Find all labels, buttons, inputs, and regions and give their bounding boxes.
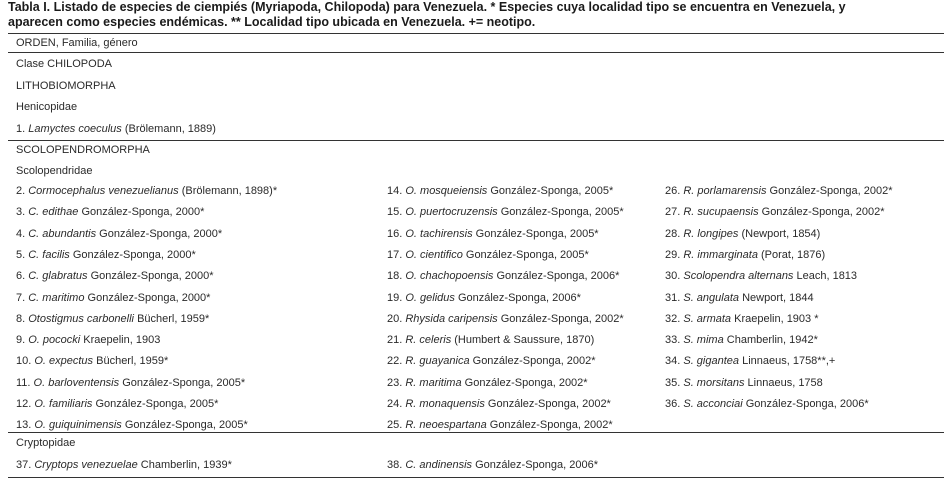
species-number: 36. bbox=[665, 398, 684, 410]
species-author: Linnaeus, 1758**,+ bbox=[739, 355, 836, 367]
species-number: 24. bbox=[387, 398, 406, 410]
species-row bbox=[16, 205, 204, 219]
species-row bbox=[387, 458, 598, 472]
species-name: R. immarginata bbox=[683, 249, 758, 261]
species-author: González-Sponga, 2000* bbox=[96, 228, 223, 240]
species-author: Chamberlin, 1939* bbox=[137, 459, 232, 471]
species-author: González-Sponga, 2000* bbox=[69, 249, 196, 261]
species-name: Rhysida caripensis bbox=[405, 313, 498, 325]
species-row bbox=[16, 269, 214, 283]
species-row bbox=[16, 291, 210, 305]
species-row bbox=[16, 184, 277, 198]
species-number: 22. bbox=[387, 355, 406, 367]
species-author: González-Sponga, 2002* bbox=[484, 398, 611, 410]
species-author: González-Sponga, 2005* bbox=[119, 377, 246, 389]
species-row bbox=[665, 184, 892, 198]
species-row bbox=[665, 227, 820, 241]
species-author: González-Sponga, 2005* bbox=[497, 206, 624, 218]
species-number: 21. bbox=[387, 334, 406, 346]
species-number: 11. bbox=[16, 377, 34, 389]
species-number: 26. bbox=[665, 185, 684, 197]
species-row bbox=[16, 354, 168, 368]
species-row bbox=[387, 376, 588, 390]
species-number: 17. bbox=[387, 249, 406, 261]
species-number: 9. bbox=[16, 334, 29, 346]
species-name: Cryptops venezuelae bbox=[34, 459, 138, 471]
species-name: R. sucupaensis bbox=[683, 206, 759, 218]
species-author: González-Sponga, 2005* bbox=[121, 419, 248, 431]
species-author: (Brölemann, 1889) bbox=[121, 123, 216, 135]
species-number: 10. bbox=[16, 355, 35, 367]
species-number: 23. bbox=[387, 377, 406, 389]
species-name: R. maritima bbox=[405, 377, 462, 389]
species-name: S. mima bbox=[683, 334, 724, 346]
species-name: O. guiquinimensis bbox=[34, 419, 122, 431]
species-row bbox=[387, 418, 613, 432]
species-name: O. expectus bbox=[34, 355, 94, 367]
species-number: 34. bbox=[665, 355, 684, 367]
species-name: O. gelidus bbox=[405, 292, 455, 304]
species-author: (Newport, 1854) bbox=[738, 228, 821, 240]
species-name: R. porlamarensis bbox=[683, 185, 767, 197]
species-name: O. barloventensis bbox=[33, 377, 120, 389]
species-number: 29. bbox=[665, 249, 684, 261]
species-number: 33. bbox=[665, 334, 684, 346]
species-number: 7. bbox=[16, 292, 29, 304]
species-author: González-Sponga, 2002* bbox=[758, 206, 885, 218]
species-row bbox=[387, 333, 594, 347]
species-author: González-Sponga, 2000* bbox=[84, 292, 211, 304]
species-number: 32. bbox=[665, 313, 684, 325]
species-number: 20. bbox=[387, 313, 406, 325]
species-row bbox=[387, 184, 613, 198]
species-name: Otostigmus carbonelli bbox=[28, 313, 135, 325]
species-name: S. acconciai bbox=[683, 398, 743, 410]
species-row bbox=[16, 248, 196, 262]
species-author: González-Sponga, 2002* bbox=[469, 355, 596, 367]
species-author: González-Sponga, 2002* bbox=[766, 185, 893, 197]
species-author: Kraepelin, 1903 bbox=[80, 334, 161, 346]
species-name: C. andinensis bbox=[405, 459, 473, 471]
species-author: González-Sponga, 2002* bbox=[497, 313, 624, 325]
species-row bbox=[16, 333, 160, 347]
species-name: O. puertocruzensis bbox=[405, 206, 498, 218]
species-number: 15. bbox=[387, 206, 406, 218]
species-author: (Humbert & Saussure, 1870) bbox=[451, 334, 595, 346]
species-author: González-Sponga, 2005* bbox=[487, 185, 614, 197]
species-number: 3. bbox=[16, 206, 29, 218]
species-number: 19. bbox=[387, 292, 406, 304]
species-name: O. cientifico bbox=[405, 249, 463, 261]
species-author: (Porat, 1876) bbox=[757, 249, 826, 261]
species-author: Linnaeus, 1758 bbox=[744, 377, 823, 389]
species-number: 14. bbox=[387, 185, 406, 197]
species-author: Leach, 1813 bbox=[793, 270, 858, 282]
species-number: 27. bbox=[665, 206, 684, 218]
species-number: 35. bbox=[665, 377, 684, 389]
species-number: 13. bbox=[16, 419, 35, 431]
species-name: Scolopendra alternans bbox=[683, 270, 794, 282]
species-author: González-Sponga, 2005* bbox=[92, 398, 219, 410]
species-row bbox=[665, 354, 835, 368]
species-name: R. monaquensis bbox=[405, 398, 485, 410]
species-number: 12. bbox=[16, 398, 35, 410]
species-row bbox=[387, 354, 596, 368]
species-row bbox=[665, 248, 825, 262]
species-name: O. tachirensis bbox=[405, 228, 473, 240]
species-row bbox=[665, 269, 857, 283]
species-author: González-Sponga, 2005* bbox=[472, 228, 599, 240]
species-author: González-Sponga, 2000* bbox=[78, 206, 205, 218]
species-name: S. armata bbox=[683, 313, 732, 325]
species-number: 6. bbox=[16, 270, 29, 282]
table-caption bbox=[8, 0, 948, 30]
species-name: R. neoespartana bbox=[405, 419, 487, 431]
species-name: C. edithae bbox=[28, 206, 79, 218]
species-name: O. pococki bbox=[28, 334, 81, 346]
species-name: Lamyctes coeculus bbox=[28, 123, 122, 135]
species-name: R. celeris bbox=[405, 334, 452, 346]
species-row bbox=[16, 397, 218, 411]
species-author: Chamberlin, 1942* bbox=[723, 334, 818, 346]
species-row bbox=[16, 312, 209, 326]
family-row-henicopidae: Henicopidae bbox=[16, 101, 78, 113]
species-number: 5. bbox=[16, 249, 29, 261]
species-author: González-Sponga, 2006* bbox=[472, 459, 598, 471]
order-row-scolopendromorpha: SCOLOPENDROMORPHA bbox=[16, 144, 150, 156]
species-row bbox=[387, 269, 619, 283]
species-row bbox=[665, 291, 814, 305]
species-name: R. guayanica bbox=[405, 355, 470, 367]
species-row bbox=[16, 227, 222, 241]
species-name: Cormocephalus venezuelianus bbox=[28, 185, 179, 197]
top-rule bbox=[8, 33, 944, 34]
species-author: González-Sponga, 2002* bbox=[461, 377, 588, 389]
species-number: 4. bbox=[16, 228, 29, 240]
species-number: 30. bbox=[665, 270, 684, 282]
caption-line-1: Tabla I. Listado de especies de ciempiés (Myriapoda, Chilopoda) para Venezuela. * Especies cuya localidad tipo se encuentra en Venezuela, y bbox=[8, 0, 846, 14]
species-row bbox=[665, 376, 823, 390]
species-row bbox=[387, 248, 589, 262]
species-name: S. angulata bbox=[683, 292, 740, 304]
species-author: González-Sponga, 2006* bbox=[493, 270, 620, 282]
species-number: 1. bbox=[16, 123, 29, 135]
species-number: 37. bbox=[16, 459, 35, 471]
species-row bbox=[16, 376, 245, 390]
species-number: 28. bbox=[665, 228, 684, 240]
species-author: González-Sponga, 2006* bbox=[454, 292, 581, 304]
header-rule bbox=[8, 52, 944, 53]
species-row bbox=[16, 418, 248, 432]
species-author: González-Sponga, 2006* bbox=[742, 398, 869, 410]
species-row bbox=[387, 312, 624, 326]
species-row bbox=[665, 312, 819, 326]
species-row bbox=[16, 458, 232, 472]
caption-line-2: aparecen como especies endémicas. ** Localidad tipo ubicada en Venezuela. += neotipo. bbox=[8, 15, 536, 29]
species-name: S. morsitans bbox=[683, 377, 745, 389]
species-number: 38. bbox=[387, 459, 406, 471]
species-author: Kraepelin, 1903 * bbox=[731, 313, 819, 325]
species-row bbox=[387, 205, 624, 219]
species-name: O. mosqueiensis bbox=[405, 185, 488, 197]
species-author: González-Sponga, 2002* bbox=[486, 419, 613, 431]
species-author: González-Sponga, 2005* bbox=[462, 249, 589, 261]
order-row-lithobiomorpha: LITHOBIOMORPHA bbox=[16, 80, 116, 92]
species-author: Bücherl, 1959* bbox=[93, 355, 169, 367]
species-name: C. abundantis bbox=[28, 228, 97, 240]
species-row bbox=[665, 205, 885, 219]
species-author: González-Sponga, 2000* bbox=[87, 270, 214, 282]
species-row bbox=[387, 291, 581, 305]
species-row bbox=[16, 122, 216, 136]
family-row-scolopendridae: Scolopendridae bbox=[16, 165, 93, 177]
section-rule bbox=[8, 432, 944, 433]
species-name: S. gigantea bbox=[683, 355, 740, 367]
species-name: O. chachopoensis bbox=[405, 270, 494, 282]
species-name: C. facilis bbox=[28, 249, 70, 261]
species-row bbox=[665, 333, 818, 347]
column-header: ORDEN, Familia, género bbox=[16, 37, 138, 49]
family-row-cryptopidae: Cryptopidae bbox=[16, 437, 76, 449]
species-row bbox=[387, 227, 599, 241]
species-author: Bücherl, 1959* bbox=[134, 313, 210, 325]
class-row: Clase CHILOPODA bbox=[16, 58, 112, 70]
species-author: Newport, 1844 bbox=[739, 292, 814, 304]
species-name: O. familiaris bbox=[34, 398, 93, 410]
species-row bbox=[387, 397, 611, 411]
species-number: 16. bbox=[387, 228, 406, 240]
species-number: 25. bbox=[387, 419, 406, 431]
section-rule bbox=[8, 140, 944, 141]
species-name: C. glabratus bbox=[28, 270, 88, 282]
species-number: 31. bbox=[665, 292, 684, 304]
species-name: R. longipes bbox=[683, 228, 739, 240]
species-number: 2. bbox=[16, 185, 29, 197]
species-number: 8. bbox=[16, 313, 29, 325]
species-number: 18. bbox=[387, 270, 406, 282]
species-row bbox=[665, 397, 869, 411]
species-name: C. maritimo bbox=[28, 292, 85, 304]
species-author: (Brölemann, 1898)* bbox=[178, 185, 278, 197]
